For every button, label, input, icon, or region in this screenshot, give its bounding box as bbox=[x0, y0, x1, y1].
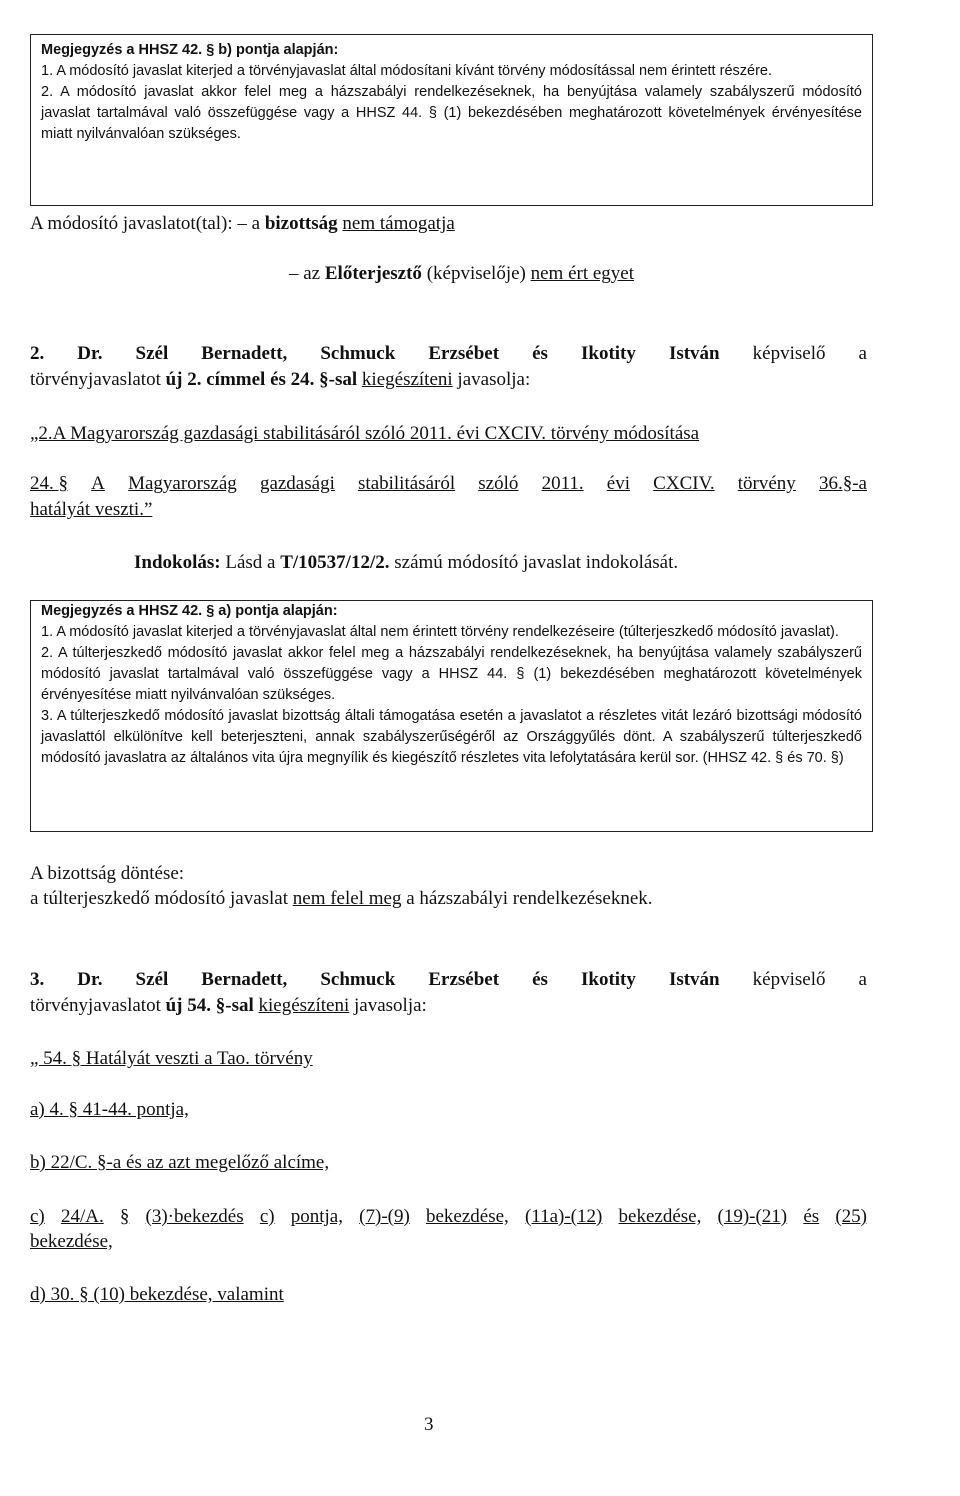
note-box-point-b bbox=[30, 34, 873, 206]
proposer-label: Előterjesztő bbox=[324, 263, 422, 284]
note-item-1: 1. A módosító javaslat kiterjed a törvényjavaslat által nem érintett törvény rendelkezéseire (túlterjeszkedő módosító javaslat). bbox=[41, 624, 839, 640]
note-item-3: 3. A túlterjeszkedő módosító javaslat bizottság általi támogatása esetén a javaslatot a részletes vitát lezáró bizottsági módosító javaslattól elkülönítve kell beterjeszteni, annak szabályszerűségéről az Országgyűlés dönt. A szabályszerű túlterjeszkedő módosító javaslatra az általános vita újra megnyílik és kiegészítő részletes vita lefolytatására kerül sor. (HHSZ 42. § és 70. §) bbox=[41, 708, 862, 766]
committee-decision-line: A módosító javaslatot(tal): – a bizottság nem támogatja bbox=[30, 213, 455, 234]
amendment-2-justification: Indokolás: Lásd a T/10537/12/2. számú módosító javaslat indokolását. bbox=[134, 552, 679, 573]
amendment-2-quote-title: „2.A Magyarország gazdasági stabilitásáról szóló 2011. évi CXCIV. törvény módosítása bbox=[30, 423, 700, 444]
amendment-3-point-b: b) 22/C. §-a és az azt megelőző alcíme, bbox=[30, 1152, 330, 1173]
amendment-3-point-c-line-2: bekezdése, bbox=[30, 1231, 113, 1252]
committee-verdict: nem támogatja bbox=[342, 213, 455, 234]
proposer-verdict: nem ért egyet bbox=[530, 263, 635, 284]
note-heading: Megjegyzés a HHSZ 42. § b) pontja alapján: bbox=[41, 42, 339, 58]
amendment-3-point-d: d) 30. § (10) bekezdése, valamint bbox=[30, 1284, 284, 1305]
note-heading: Megjegyzés a HHSZ 42. § a) pontja alapján: bbox=[41, 603, 338, 619]
amendment-3-point-a: a) 4. § 41-44. pontja, bbox=[30, 1099, 189, 1120]
amendment-3-point-c-line-1: c) 24/A. § (3)·bekezdés c) pontja, (7)-(9) bekezdése, (11a)-(12) bekezdése, (19)-(21) és (25) bbox=[30, 1206, 867, 1227]
amendment-3-quote-title: „ 54. § Hatályát veszti a Tao. törvény bbox=[30, 1048, 313, 1069]
note-box-point-a bbox=[30, 600, 873, 832]
proposer-decision-line: – az Előterjesztő (képviselője) nem ért egyet bbox=[289, 263, 635, 284]
amendment-2-header: 2. Dr. Szél Bernadett, Schmuck Erzsébet és Ikotity István képviselő a bbox=[30, 343, 867, 364]
amendment-2-quote-line-2: hatályát veszti.” bbox=[30, 499, 153, 520]
committee-label: bizottság bbox=[264, 213, 338, 234]
note-item-1: 1. A módosító javaslat kiterjed a törvényjavaslat által módosítani kívánt törvény módosítással nem érintett részére. bbox=[41, 63, 772, 79]
amendment-2-request: törvényjavaslatot új 2. címmel és 24. §-sal kiegészíteni javasolja: bbox=[30, 369, 531, 390]
note-item-2: 2. A módosító javaslat akkor felel meg a házszabályi rendelkezéseknek, ha benyújtása valamely szabályszerű módosító javaslat tartalmával való összefüggése vagy a HHSZ 44. § (1) bekezdésében meghatározott követelmények érvényesítése miatt nyilvánvalóan szükséges. bbox=[41, 84, 862, 142]
amendment-3-request: törvényjavaslatot új 54. §-sal kiegészíteni javasolja: bbox=[30, 995, 427, 1016]
note-item-2: 2. A túlterjeszkedő módosító javaslat akkor felel meg a házszabályi rendelkezéseknek, ha benyújtása valamely szabályszerű módosító javaslat tartalmával való összefüggése vagy a HHSZ 44. § (1) bekezdésében meghatározott követelmények érvényesítése miatt nyilvánvalóan szükséges. bbox=[41, 645, 862, 703]
amendment-2-quote-line-1: 24. § A Magyarország gazdasági stabilitásáról szóló 2011. évi CXCIV. törvény 36.§-a bbox=[30, 473, 867, 494]
committee-decision-label: A bizottság döntése: bbox=[30, 863, 185, 884]
amendment-3-header: 3. Dr. Szél Bernadett, Schmuck Erzsébet és Ikotity István képviselő a bbox=[30, 969, 867, 990]
page-number: 3 bbox=[424, 1414, 434, 1435]
committee-decision-text: a túlterjeszkedő módosító javaslat nem felel meg a házszabályi rendelkezéseknek. bbox=[30, 888, 653, 909]
